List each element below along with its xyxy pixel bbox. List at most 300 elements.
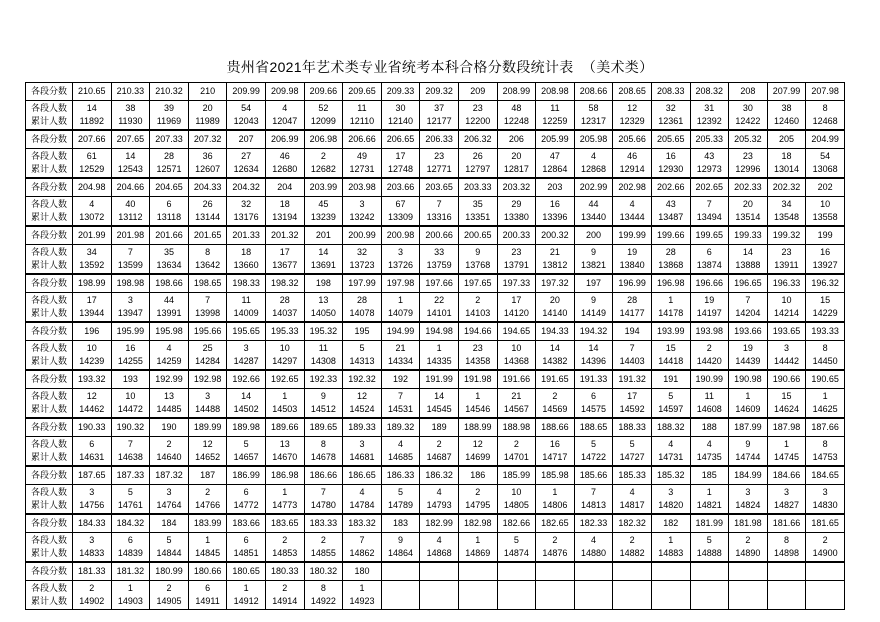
count-cell [613,485,652,515]
count-row [26,101,845,131]
count-cell [227,485,266,515]
cumulative-value: 14197 [696,308,722,318]
score-cell: 197.65 [458,274,497,293]
count-value: 7 [745,295,751,305]
count-value: 23 [434,151,445,161]
count-value: 43 [704,151,715,161]
count-cell [767,101,806,131]
cumulative-label: 累计人数 [30,308,67,318]
count-value: 7 [127,247,133,257]
cumulative-value: 12571 [156,164,182,174]
count-value: 12 [627,103,638,113]
score-cell: 208.66 [574,83,613,101]
score-cell: 208.65 [613,83,652,101]
count-value: 13 [163,391,174,401]
count-cell [73,389,112,419]
score-cell: 203.32 [497,178,536,197]
count-value: 2 [436,439,442,449]
cumulative-value: 14638 [117,452,143,462]
count-label: 各段人数 [30,439,67,449]
score-cell: 205.33 [690,130,729,149]
count-cell [265,245,304,275]
count-value: 7 [398,391,404,401]
count-cell [729,437,768,467]
score-cell: 193.98 [690,322,729,341]
count-cell [690,581,729,610]
count-cell [651,581,690,610]
score-cell: 204.99 [806,130,845,149]
score-cell: 209.32 [420,83,459,101]
count-row [26,341,845,371]
score-cell: 191.33 [574,370,613,389]
score-cell: 191.98 [458,370,497,389]
count-value: 2 [320,151,326,161]
count-cell [497,341,536,371]
score-cell: 194.32 [574,322,613,341]
score-cell: 193 [111,370,150,389]
score-row [26,130,845,149]
count-value: 48 [511,103,522,113]
score-cell: 203.99 [304,178,343,197]
score-cell: 207.32 [188,130,227,149]
cumulative-value: 13599 [117,260,143,270]
count-value: 4 [398,439,404,449]
cumulative-value: 13014 [773,164,799,174]
cumulative-value: 14631 [79,452,105,462]
count-cell [613,533,652,563]
count-cell [690,101,729,131]
cumulative-value: 13072 [79,212,105,222]
cumulative-value: 14727 [619,452,645,462]
count-cell [111,533,150,563]
count-cell [343,149,382,179]
score-cell: 204.33 [188,178,227,197]
count-value: 3 [398,247,404,257]
score-cell: 194 [613,322,652,341]
count-value: 6 [127,535,133,545]
cumulative-value: 14079 [388,308,414,318]
count-value: 1 [243,583,249,593]
count-cell [150,437,189,467]
count-cell [111,197,150,227]
score-cell: 184.66 [767,466,806,485]
cumulative-value: 12460 [773,116,799,126]
cumulative-value: 14512 [310,404,336,414]
cumulative-value: 14855 [310,548,336,558]
count-cell [73,341,112,371]
cumulative-value: 13634 [156,260,182,270]
score-cell: 198.66 [150,274,189,293]
cumulative-value: 14678 [310,452,336,462]
count-value: 10 [279,343,290,353]
count-row [26,245,845,275]
score-cell [690,562,729,581]
cumulative-value: 14308 [310,356,336,366]
count-value: 32 [665,103,676,113]
cumulative-value: 14883 [658,548,684,558]
score-distribution-table [25,82,845,610]
count-value: 21 [549,247,560,257]
score-cell: 183.66 [227,514,266,533]
score-cell: 208 [729,83,768,101]
cumulative-value: 14851 [233,548,259,558]
count-value: 8 [320,583,326,593]
score-cell: 198.33 [227,274,266,293]
score-cell: 199.32 [767,226,806,245]
count-value: 23 [511,247,522,257]
cumulative-value: 13118 [156,212,182,222]
count-value: 2 [513,439,519,449]
score-cell: 191.32 [613,370,652,389]
count-value: 1 [436,343,442,353]
count-value: 23 [472,343,483,353]
count-cell [227,245,266,275]
count-cell [111,245,150,275]
count-cell [690,485,729,515]
score-row-label: 各段分数 [26,418,73,437]
score-cell: 188.98 [497,418,536,437]
score-cell: 184.99 [729,466,768,485]
score-row [26,274,845,293]
count-cell [497,197,536,227]
score-cell: 196.65 [729,274,768,293]
count-value: 1 [668,295,674,305]
score-cell: 198.32 [265,274,304,293]
cumulative-value: 13380 [503,212,529,222]
cumulative-value: 12259 [542,116,568,126]
count-cell [536,341,575,371]
cumulative-value: 13176 [233,212,259,222]
count-cell [265,389,304,419]
count-cell [651,293,690,323]
score-cell [497,562,536,581]
cumulative-value: 14569 [542,404,568,414]
count-value: 8 [822,343,828,353]
cumulative-value: 14420 [696,356,722,366]
count-cell [574,101,613,131]
count-row [26,389,845,419]
cumulative-value: 13396 [542,212,568,222]
count-value: 5 [127,487,133,497]
count-cell [613,245,652,275]
count-value: 6 [89,439,95,449]
count-value: 44 [163,295,174,305]
count-cell [729,197,768,227]
count-value: 20 [202,103,213,113]
count-cell [73,245,112,275]
cumulative-value: 14735 [696,452,722,462]
score-cell: 192.66 [227,370,266,389]
score-cell: 188.66 [536,418,575,437]
score-cell: 185 [690,466,729,485]
score-row-label: 各段分数 [26,466,73,485]
count-value: 10 [511,343,522,353]
score-cell: 208.98 [536,83,575,101]
score-cell: 206 [497,130,536,149]
cumulative-value: 14625 [812,404,838,414]
score-cell: 180.33 [265,562,304,581]
count-value: 47 [549,151,560,161]
cumulative-value: 14764 [156,500,182,510]
count-value: 2 [89,583,95,593]
count-value: 2 [475,295,481,305]
count-cell [806,197,845,227]
count-cell [574,581,613,610]
cumulative-label: 累计人数 [30,260,67,270]
count-value: 1 [783,439,789,449]
count-value: 17 [279,247,290,257]
score-cell: 194.99 [381,322,420,341]
score-cell: 203.33 [458,178,497,197]
count-cell [420,293,459,323]
cumulative-label: 累计人数 [30,548,67,558]
cumulative-value: 14830 [812,500,838,510]
score-cell: 197 [574,274,613,293]
cumulative-value: 14844 [156,548,182,558]
score-cell: 190.99 [690,370,729,389]
score-cell: 206.65 [381,130,420,149]
cumulative-value: 14214 [773,308,799,318]
count-value: 7 [320,487,326,497]
count-row-label [26,245,73,275]
count-value: 5 [629,439,635,449]
cumulative-value: 13677 [272,260,298,270]
count-cell [304,581,343,610]
count-cell [73,437,112,467]
score-cell: 192.32 [343,370,382,389]
cumulative-value: 14890 [735,548,761,558]
count-cell [806,581,845,610]
cumulative-value: 13991 [156,308,182,318]
score-cell: 203 [536,178,575,197]
score-cell: 182 [651,514,690,533]
cumulative-value: 14813 [581,500,607,510]
count-value: 36 [202,151,213,161]
count-value: 14 [125,151,136,161]
count-cell [497,485,536,515]
cumulative-value: 14592 [619,404,645,414]
cumulative-value: 14545 [426,404,452,414]
cumulative-value: 14403 [619,356,645,366]
cumulative-value: 13316 [426,212,452,222]
count-cell [111,149,150,179]
count-value: 2 [205,487,211,497]
count-cell [613,437,652,467]
cumulative-value: 13759 [426,260,452,270]
count-value: 10 [125,391,136,401]
cumulative-value: 14597 [658,404,684,414]
count-value: 12 [202,439,213,449]
score-row-label: 各段分数 [26,562,73,581]
cumulative-value: 13927 [812,260,838,270]
cumulative-value: 13487 [658,212,684,222]
cumulative-value: 13309 [388,212,414,222]
count-value: 19 [627,247,638,257]
count-value: 3 [783,343,789,353]
score-cell: 180.32 [304,562,343,581]
cumulative-value: 14793 [426,500,452,510]
score-cell: 188.65 [574,418,613,437]
count-value: 52 [318,103,329,113]
score-cell: 186.99 [227,466,266,485]
score-cell: 189.98 [227,418,266,437]
count-value: 29 [511,199,522,209]
count-value: 34 [86,247,97,257]
count-value: 8 [783,535,789,545]
cumulative-value: 14820 [658,500,684,510]
count-cell [150,341,189,371]
count-cell [458,437,497,467]
count-cell [458,293,497,323]
cumulative-value: 14567 [503,404,529,414]
count-cell [651,485,690,515]
count-value: 9 [591,247,597,257]
score-cell: 186.66 [304,466,343,485]
score-cell: 210.32 [150,83,189,101]
cumulative-value: 14853 [272,548,298,558]
count-cell [150,101,189,131]
score-cell: 210 [188,83,227,101]
count-cell [150,197,189,227]
count-value: 3 [89,535,95,545]
score-cell: 204.98 [73,178,112,197]
count-cell [458,245,497,275]
count-label: 各段人数 [30,103,67,113]
count-cell [536,245,575,275]
count-cell [265,437,304,467]
score-cell [574,562,613,581]
cumulative-value: 12817 [503,164,529,174]
count-row-label [26,389,73,419]
count-cell [381,389,420,419]
score-cell: 188.99 [458,418,497,437]
count-value: 11 [357,103,367,113]
count-value: 4 [668,439,674,449]
score-cell: 192.98 [188,370,227,389]
count-value: 6 [166,199,172,209]
count-cell [729,149,768,179]
count-cell [420,485,459,515]
count-cell [574,389,613,419]
score-cell: 205.99 [536,130,575,149]
count-value: 2 [552,535,558,545]
cumulative-value: 14503 [272,404,298,414]
score-cell: 190 [150,418,189,437]
count-value: 6 [243,535,249,545]
count-cell [767,293,806,323]
cumulative-value: 12529 [79,164,105,174]
count-cell [613,389,652,419]
cumulative-value: 14905 [156,596,182,606]
count-value: 6 [591,391,597,401]
count-cell [806,101,845,131]
count-cell [111,101,150,131]
count-cell [304,389,343,419]
cumulative-value: 14287 [233,356,259,366]
score-cell: 195.32 [304,322,343,341]
count-row-label [26,341,73,371]
score-cell: 192.99 [150,370,189,389]
score-cell: 184 [150,514,189,533]
score-cell: 198.65 [188,274,227,293]
cumulative-value: 14821 [696,500,722,510]
count-value: 1 [822,391,828,401]
count-cell [304,245,343,275]
cumulative-value: 14078 [349,308,375,318]
score-row-label: 各段分数 [26,322,73,341]
cumulative-value: 14817 [619,500,645,510]
count-cell [574,197,613,227]
score-cell: 207.33 [150,130,189,149]
count-value: 11 [318,343,329,353]
cumulative-value: 14722 [581,452,607,462]
count-label: 各段人数 [30,295,67,305]
score-cell: 209 [458,83,497,101]
score-cell: 195.33 [265,322,304,341]
count-value: 9 [320,391,326,401]
score-cell: 203.65 [420,178,459,197]
cumulative-value: 14753 [812,452,838,462]
count-value: 17 [511,295,522,305]
count-value: 2 [282,583,288,593]
count-cell [420,101,459,131]
cumulative-value: 14472 [117,404,143,414]
score-cell: 200.98 [381,226,420,245]
cumulative-value: 13812 [542,260,568,270]
count-cell [536,293,575,323]
cumulative-value: 12392 [696,116,722,126]
count-cell [420,341,459,371]
count-value: 38 [125,103,136,113]
score-cell: 196.98 [651,274,690,293]
count-cell [188,485,227,515]
cumulative-value: 11930 [118,116,143,126]
count-value: 18 [241,247,252,257]
score-cell: 207 [227,130,266,149]
count-label: 各段人数 [30,391,67,401]
count-cell [651,245,690,275]
count-cell [613,581,652,610]
count-cell [767,485,806,515]
score-cell [651,562,690,581]
cumulative-value: 14334 [388,356,414,366]
count-cell [458,197,497,227]
cumulative-value: 14442 [773,356,799,366]
score-row-label: 各段分数 [26,130,73,149]
count-value: 54 [241,103,252,113]
cumulative-value: 12607 [195,164,221,174]
count-cell [227,149,266,179]
score-cell: 182.99 [420,514,459,533]
count-value: 43 [665,199,676,209]
score-cell: 210.65 [73,83,112,101]
count-cell [343,389,382,419]
cumulative-value: 14531 [388,404,414,414]
cumulative-value: 14903 [117,596,143,606]
cumulative-value: 13494 [696,212,722,222]
count-cell [690,197,729,227]
count-value: 4 [629,487,635,497]
count-value: 16 [125,343,136,353]
count-row-label [26,437,73,467]
count-row-label [26,533,73,563]
score-cell: 196 [73,322,112,341]
count-cell [806,533,845,563]
score-cell: 197.33 [497,274,536,293]
count-cell [73,101,112,131]
count-cell [111,389,150,419]
score-cell: 185.66 [574,466,613,485]
